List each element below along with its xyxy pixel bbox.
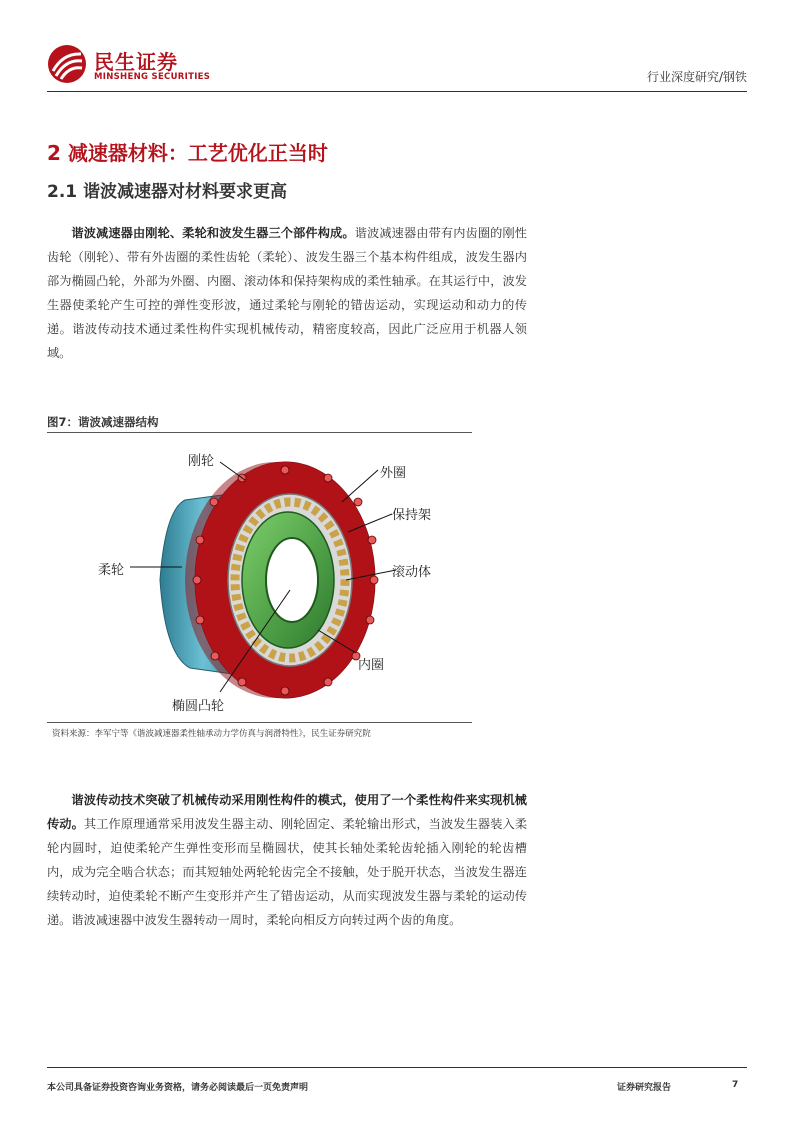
subsection-heading: 2.1 谐波减速器对材料要求更高 <box>47 182 288 202</box>
label-elliptical-cam: 椭圆凸轮 <box>172 699 225 714</box>
figure-source: 资料来源：李军宁等《谐波减速器柔性轴承动力学仿真与润滑特性》，民生证券研究院 <box>52 729 371 739</box>
label-outer-race: 外圈 <box>380 466 407 481</box>
section-heading: 2 减速器材料：工艺优化正当时 <box>47 141 328 165</box>
report-category: 行业深度研究/钢铁 <box>646 70 747 84</box>
minsheng-logo-icon <box>47 44 87 84</box>
body-paragraph-2 <box>47 788 527 932</box>
label-inner-race: 内圈 <box>358 658 385 673</box>
paragraph-2-lead: 谐波传动技术突破了机械传动采用刚性构件的模式，使用了一个柔性构件来实现机械传动。 <box>47 793 527 831</box>
page-number: 7 <box>732 1080 739 1090</box>
harmonic-reducer-figure <box>80 440 460 720</box>
brand-name-cn: 民生证券 <box>94 50 178 74</box>
brand-name-en: MINSHENG SECURITIES <box>94 72 211 82</box>
footer-disclaimer: 本公司具备证券投资咨询业务资格，请务必阅读最后一页免责声明 <box>47 1083 309 1093</box>
header-divider <box>47 91 747 92</box>
paragraph-1-body: 谐波减速器由带有内齿圈的刚性齿轮（刚轮）、带有外齿圈的柔性齿轮（柔轮）、波发生器三个基本构件组成，波发生器内部为椭圆凸轮，外部为外圈、内圈、滚动体和保持架构成的柔性轴承。在其运行中，波发生器使柔轮产生可控的弹性变形波，通过柔轮与刚轮的错齿运动，实现运动和动力的传递。谐波传动技术通过柔性构件实现机械传动，精密度较高，因此广泛应用于机器人领域。 <box>47 226 527 360</box>
page-header <box>47 42 747 92</box>
body-paragraph-1 <box>47 221 527 365</box>
footer-divider <box>47 1067 747 1068</box>
figure-title: 图7：谐波减速器结构 <box>47 415 159 429</box>
figure-bottom-rule <box>47 722 472 723</box>
label-flexspline: 柔轮 <box>98 563 125 578</box>
harmonic-reducer-diagram <box>80 440 460 720</box>
figure-top-rule <box>47 432 472 433</box>
paragraph-2-body: 其工作原理通常采用波发生器主动、刚轮固定、柔轮输出形式，当波发生器装入柔轮内圆时，迫使柔轮产生弹性变形而呈椭圆状，使其长轴处柔轮齿轮插入刚轮的轮齿槽内，成为完全啮合状态；而其短轴处两轮轮齿完全不接触，处于脱开状态，当波发生器连续转动时，迫使柔轮不断产生变形并产生了错齿运动，从而实现波发生器与柔轮的运动传递。谐波减速器中波发生器转动一周时，柔轮向相反方向转过两个齿的角度。 <box>47 817 528 927</box>
label-rolling-element: 滚动体 <box>392 565 432 580</box>
footer-report-type: 证券研究报告 <box>617 1083 672 1093</box>
label-circular-spline: 刚轮 <box>188 454 215 469</box>
paragraph-1-lead: 谐波减速器由刚轮、柔轮和波发生器三个部件构成。 <box>71 226 355 240</box>
label-cage: 保持架 <box>392 508 432 523</box>
